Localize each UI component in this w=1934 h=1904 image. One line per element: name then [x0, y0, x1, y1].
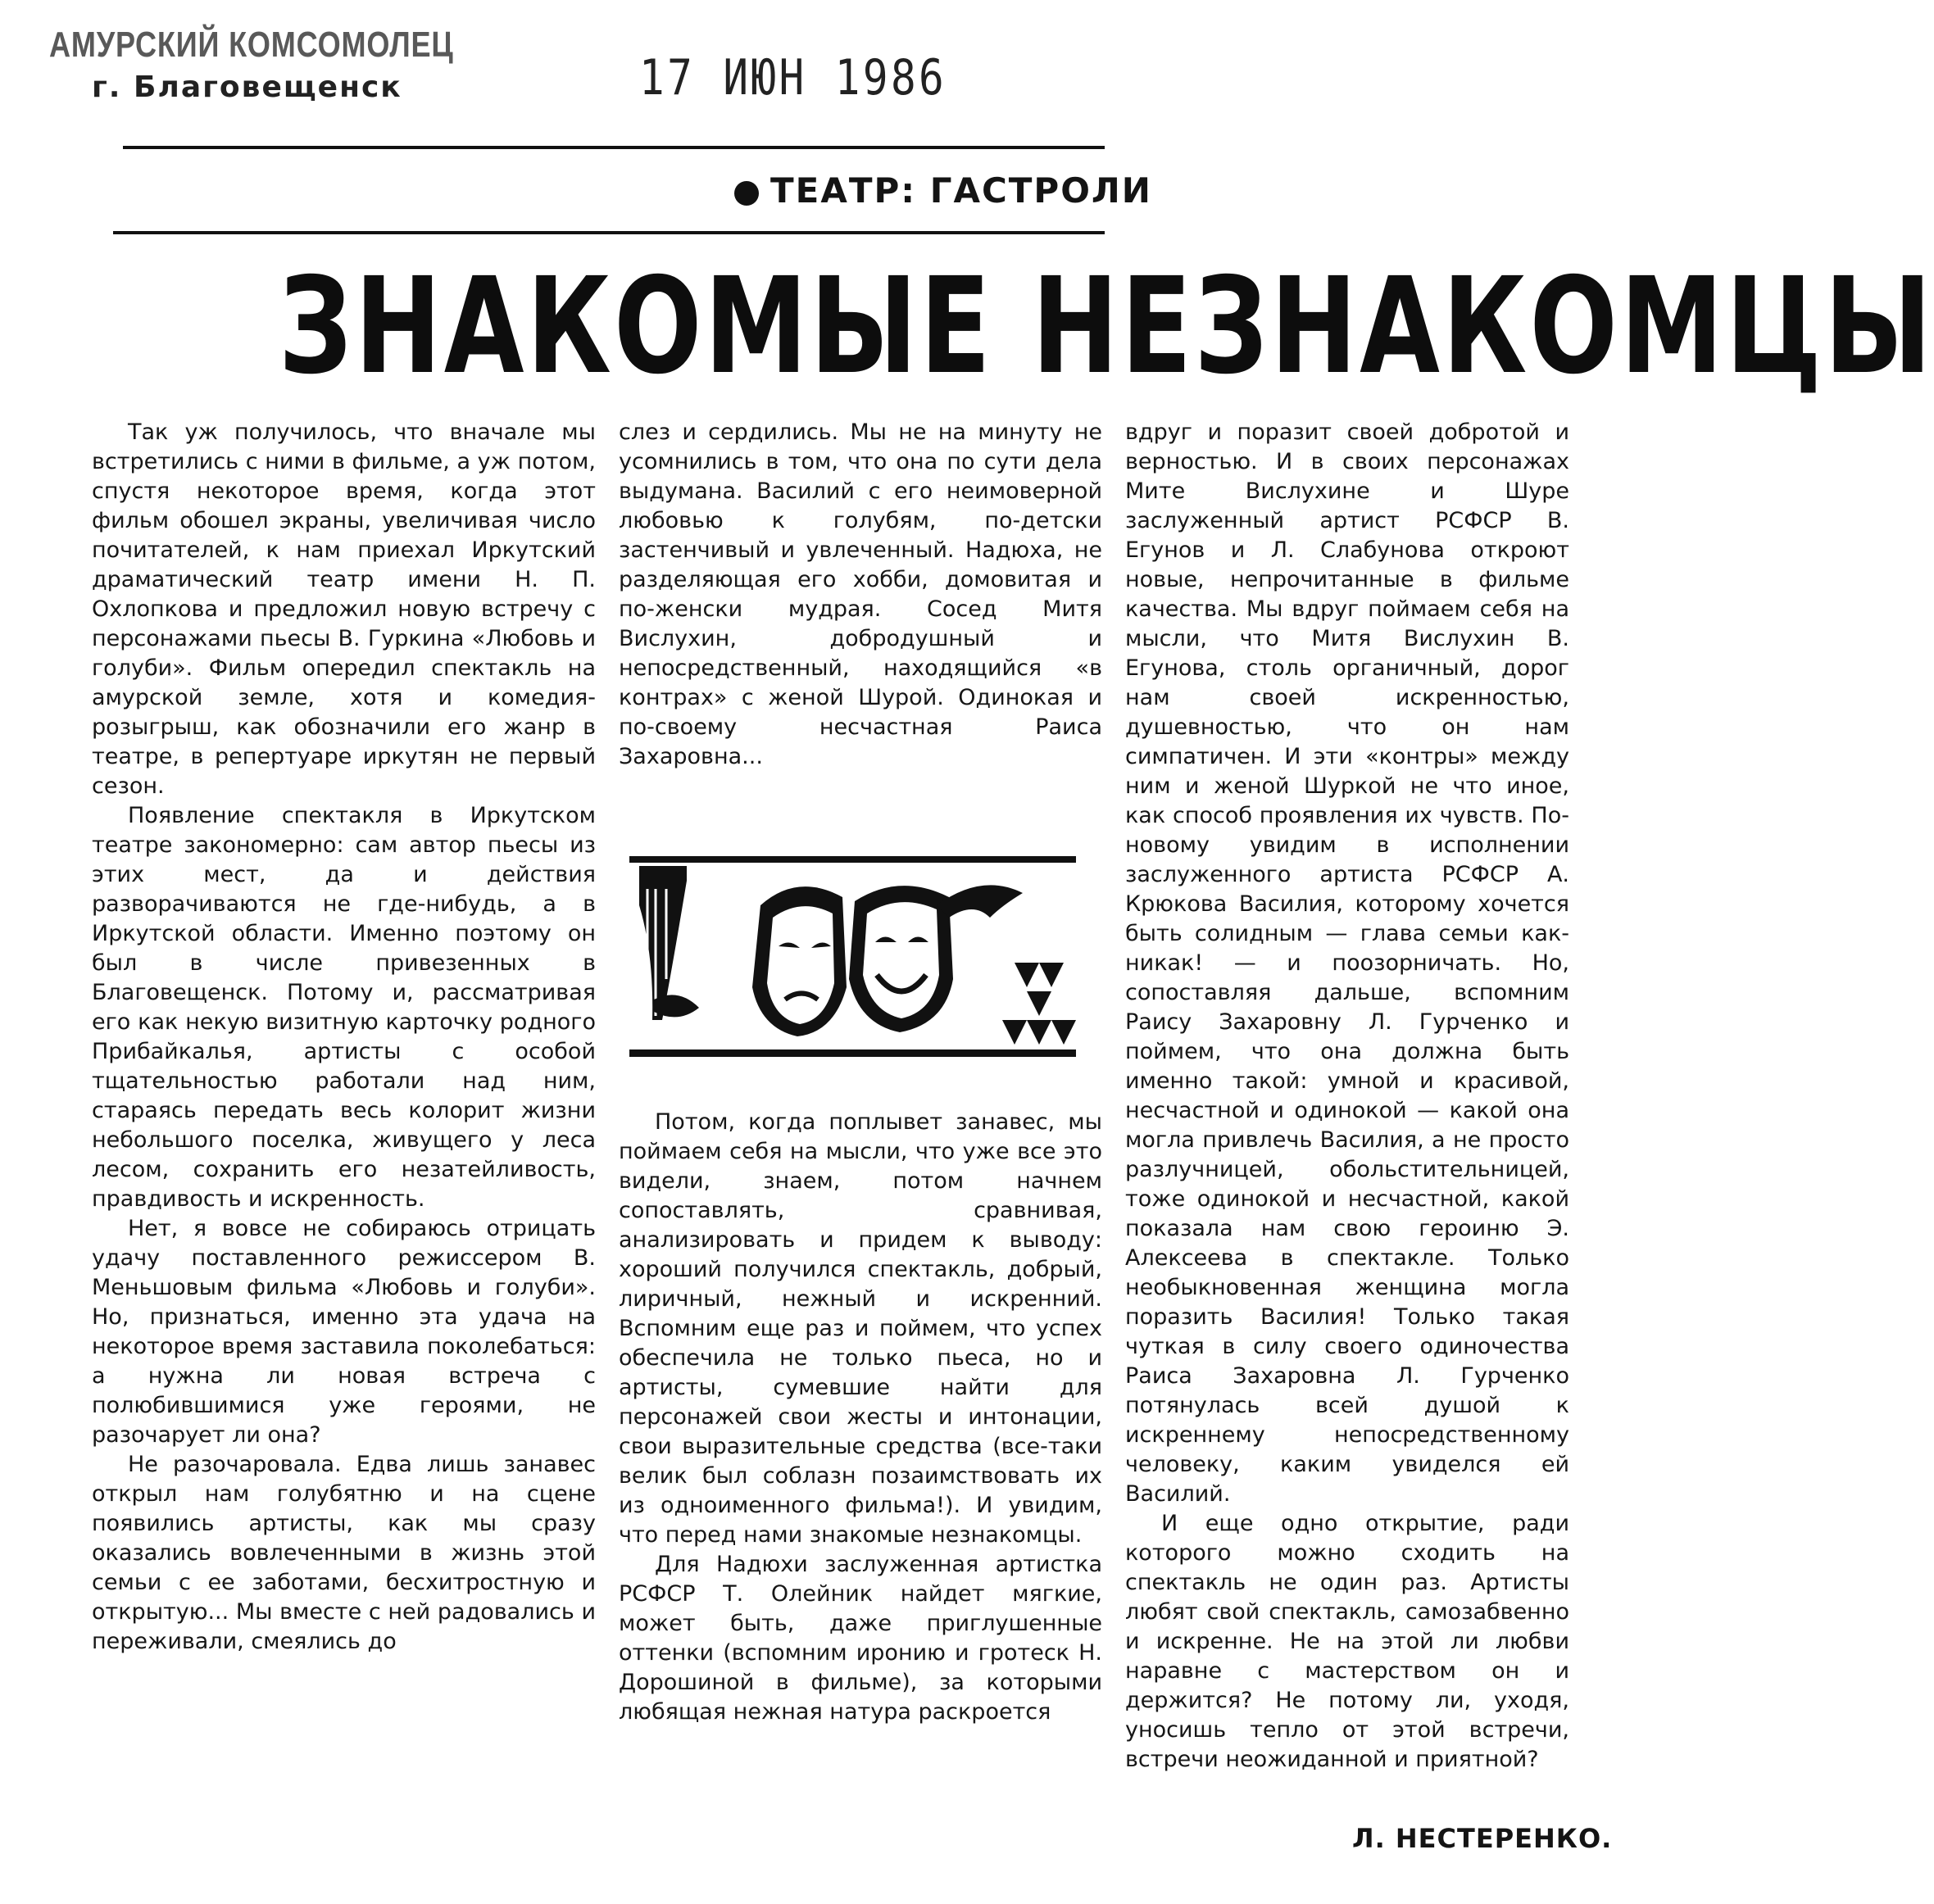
- rubric-label: ТЕАТР: ГАСТРОЛИ: [770, 170, 1152, 211]
- newspaper-stamp: [49, 25, 543, 104]
- paragraph: Нет, я вовсе не собираюсь отрицать удачу поставленного режиссером В. Меньшовым фильма «Любовь и голуби». Но, признаться, именно эта удача на некоторое время заставила поколебаться: а нужна ли новая встреча с полюбившимися уже героями, не разочарует ли она?: [92, 1216, 596, 1448]
- paragraph: Так уж получилось, что вначале мы встретились с ними в фильме, а уж потом, спустя некоторое время, когда этот фильм обошел экраны, увеличивая число почитателей, к нам приехал Иркутский драматический театр имени Н. П. Охлопкова и предложил новую встречу с персонажами пьесы В. Гуркина «Любовь и голуби». Фильм опередил спектакль на амурской земле, хотя и комедия-розыгрыш, как обозначили его жанр в театре, в репертуаре иркутян не первый сезон.: [92, 419, 596, 799]
- author-signature: Л. НЕСТЕРЕНКО.: [1352, 1823, 1613, 1854]
- newspaper-name: АМУРСКИЙ КОМСОМОЛЕЦ: [49, 25, 454, 65]
- illustration-bottom-bar: [629, 1049, 1076, 1057]
- article-column-2-bottom: [619, 1108, 1102, 1727]
- happy-mask-face: [863, 902, 939, 1018]
- paragraph: Не разочаровала. Едва лишь занавес открыл нам голубятню и на сцене появились артисты, как мы сразу оказались вовлеченными в жизнь этой семьи с ее заботами, бесхитростную и открытую... Мы вместе с ней радовались и переживали, смеялись до: [92, 1452, 596, 1654]
- sad-mask-face: [767, 906, 834, 1024]
- paragraph: слез и сердились. Мы не на минуту не усомнились в том, что она по сути дела выдумана. Василий с его неимоверной любовью к голубям, по-детски застенчивый и увлеченный. Надюха, не разделяющая его хобби, домовитая и по-женски мудрая. Сосед Митя Вислухин, добродушный и непосредственный, находящийся «в контрах» с женой Шурой. Одинокая и по-своему несчастная Раиса Захаровна...: [619, 419, 1102, 769]
- bullet-icon: [734, 181, 759, 206]
- rubric: [734, 170, 1152, 211]
- theatre-masks-icon: [629, 856, 1076, 1057]
- rubric-rule: [113, 231, 1105, 234]
- article-column-2-top: [619, 418, 1102, 772]
- ribbon-shape: [937, 885, 1023, 918]
- paragraph: Потом, когда поплывет занавес, мы поймаем себя на мысли, что уже все это видели, знаем, потом начнем сопоставлять, сравнивая, анализировать и придем к выводу: хороший получился спектакль, добрый, лиричный, нежный и искренний. Вспомним еще раз и поймем, что успех обеспечила не только пьеса, но и артисты, сумевшие найти для персонажей свои жесты и интонации, свои выразительные средства (все-таки велик был соблазн позаимствовать их из одноименного фильма!). И увидим, что перед нами знакомые незнакомцы.: [619, 1109, 1102, 1548]
- curtain-tassel: [654, 995, 699, 1017]
- article-column-1: [92, 418, 596, 1657]
- date-stamp: 17 ИЮН 1986: [639, 49, 947, 107]
- paragraph: И еще одно открытие, ради которого можно сходить на спектакль не один раз. Артисты любят свой спектакль, самозабвенно и искренне. Не на этой ли любви наравне с мастерством он и держится? Не потому ли, уходя, уносишь тепло от этой встречи, встречи неожиданной и приятной?: [1125, 1511, 1569, 1772]
- headline: ЗНАКОМЫЕ НЕЗНАКОМЦЫ: [279, 250, 1934, 404]
- newspaper-city: г. Благовещенск: [92, 70, 402, 104]
- paragraph: Для Надюхи заслуженная артистка РСФСР Т. Олейник найдет мягкие, может быть, даже приглушенные оттенки (вспомним иронию и гротеск Н. Дорошиной в фильме), за которыми любящая нежная натура раскроется: [619, 1552, 1102, 1725]
- illustration-top-bar: [629, 856, 1076, 863]
- paragraph: Появление спектакля в Иркутском театре закономерно: сам автор пьесы из этих мест, да и действия разворачиваются не где-нибудь, а в Иркутской области. Именно поэтому он был в числе привезенных в Благовещенск. Потому и, рассматривая его как некую визитную карточку родного Прибайкалья, артисты с особой тщательностью работали над ним, стараясь передать весь колорит жизни небольшого поселка, живущего у леса лесом, сохранить его незатейливость, правдивость и искренность.: [92, 803, 596, 1212]
- paragraph: вдруг и поразит своей добротой и верностью. И в своих персонажах Мите Вислухине и Шуре заслуженный артист РСФСР В. Егунов и Л. Слабунова откроют новые, непрочитанные в фильме качества. Мы вдруг поймаем себя на мысли, что Митя Вислухин В. Егунова, столь органичный, дорог нам своей искренностью, душевностью, что он нам симпатичен. И эти «контры» между ним и женой Шуркой не что иное, как способ проявления их чувств. По-новому увидим в исполнении заслуженного артиста РСФСР А. Крюкова Василия, которому хочется быть солидным — глава семьи как-никак! — и поозорничать. Но, сопоставляя дальше, вспомним Раису Захаровну Л. Гурченко и поймем, что она должна быть именно такой: умной и красивой, несчастной и одинокой — какой она могла привлечь Василия, а не просто разлучницей, обольстительницей, тоже одинокой и несчастной, какой показала нам свою героиню Э. Алексеева в спектакле. Только необыкновенная женщина могла поразить Василия! Только такая чуткая в силу своего одиночества Раиса Захаровна Л. Гурченко потянулась всей душой к искреннему непосредственному человеку, каким увиделся ей Василий.: [1125, 419, 1569, 1507]
- top-rule: [123, 146, 1105, 149]
- article-column-3: [1125, 418, 1569, 1775]
- triangle-ornament: [1002, 963, 1076, 1045]
